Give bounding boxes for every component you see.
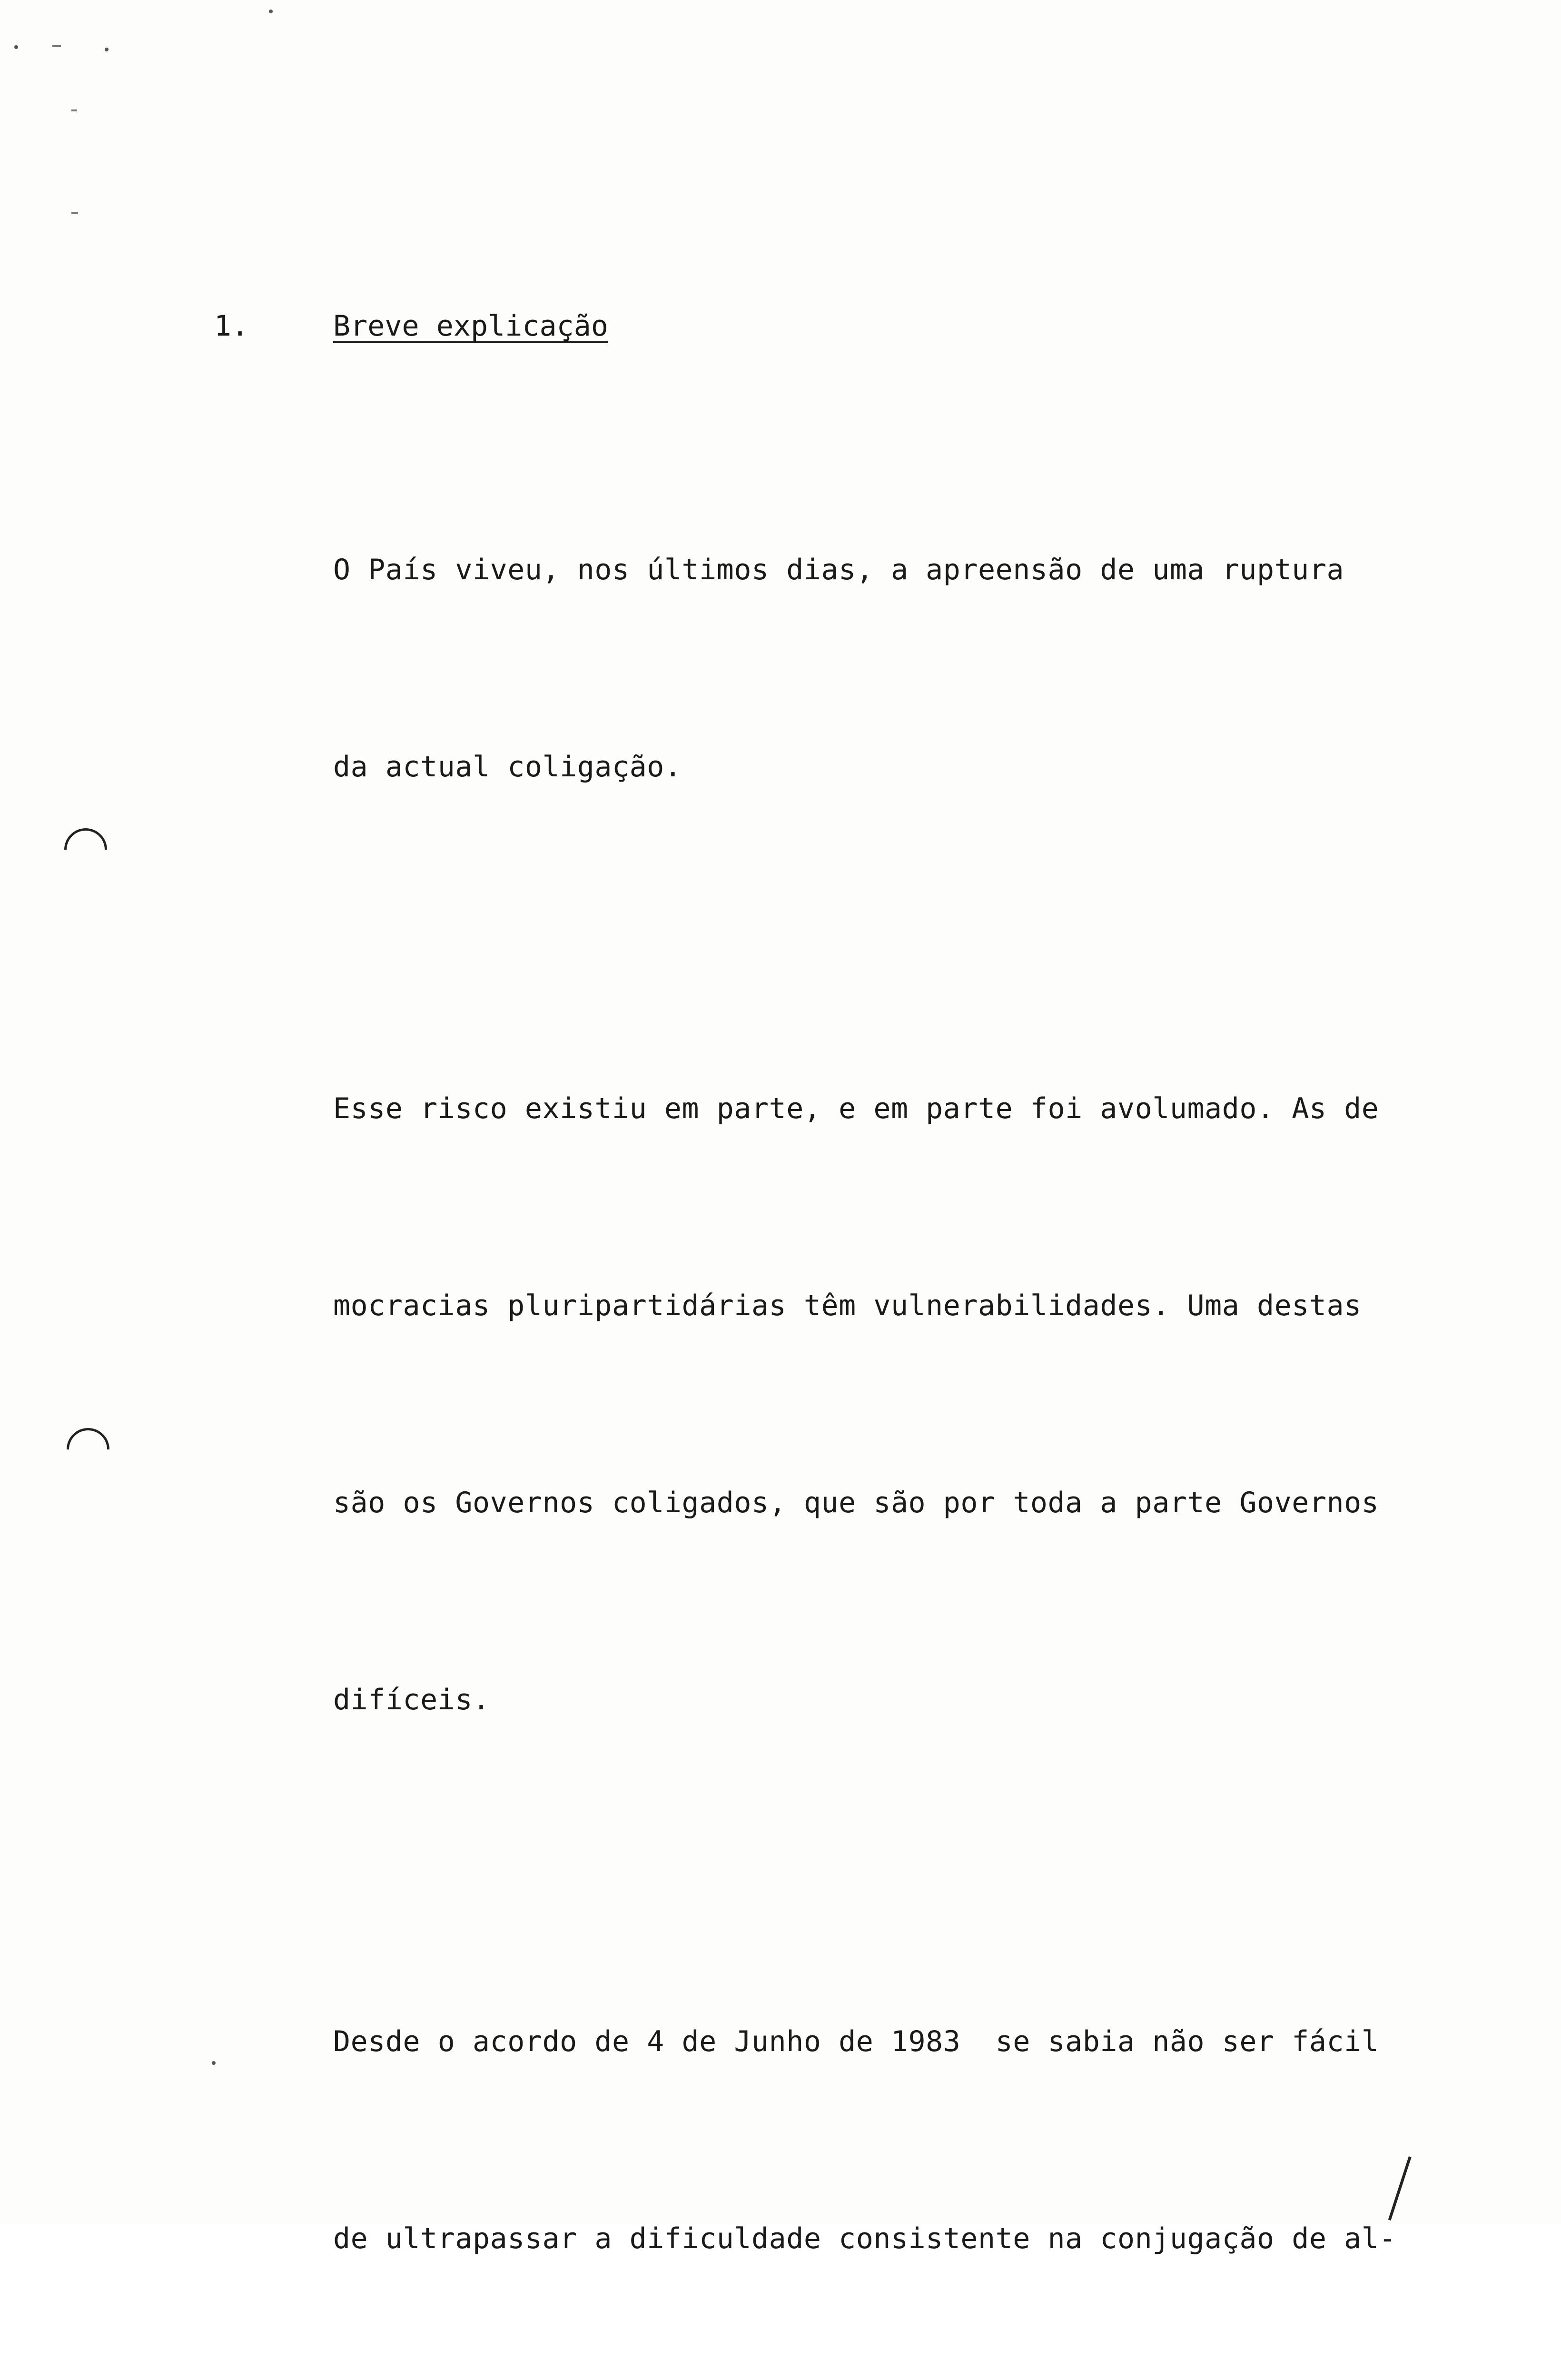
paragraph — [333, 1877, 1504, 2380]
text-line: difíceis. — [333, 1683, 490, 1716]
text-line: mocracias pluripartidárias têm vulnerabilidades. Uma destas — [333, 1289, 1362, 1322]
scan-mark — [71, 212, 78, 214]
section-heading — [214, 305, 608, 476]
scan-speck — [269, 10, 273, 13]
scan-speck — [14, 45, 18, 49]
hole-punch-mark — [55, 819, 116, 880]
scan-speck — [212, 2061, 216, 2065]
section-number: 1. — [214, 309, 249, 343]
text-line: são os Governos coligados, que são por toda a parte Governos — [333, 1486, 1379, 1519]
scan-speck — [105, 48, 109, 51]
scan-mark — [71, 109, 77, 111]
hole-punch-mark — [58, 1419, 118, 1479]
paragraph — [333, 406, 1504, 931]
section-title: Breve explicação — [333, 309, 608, 343]
text-line: da actual coligação. — [333, 750, 682, 783]
text-line: O País viveu, nos últimos dias, a apreensão de uma ruptura — [333, 553, 1344, 586]
text-line: Desde o acordo de 4 de Junho de 1983 se sabia não ser fácil — [333, 2025, 1379, 2058]
text-line: Esse risco existiu em parte, e em parte foi avolumado. As de — [333, 1092, 1379, 1125]
body-text — [333, 406, 1504, 2380]
scan-mark — [52, 45, 61, 47]
text-line: de ultrapassar a dificuldade consistente na conjugação de al- — [333, 2222, 1397, 2255]
paragraph — [333, 944, 1504, 1864]
